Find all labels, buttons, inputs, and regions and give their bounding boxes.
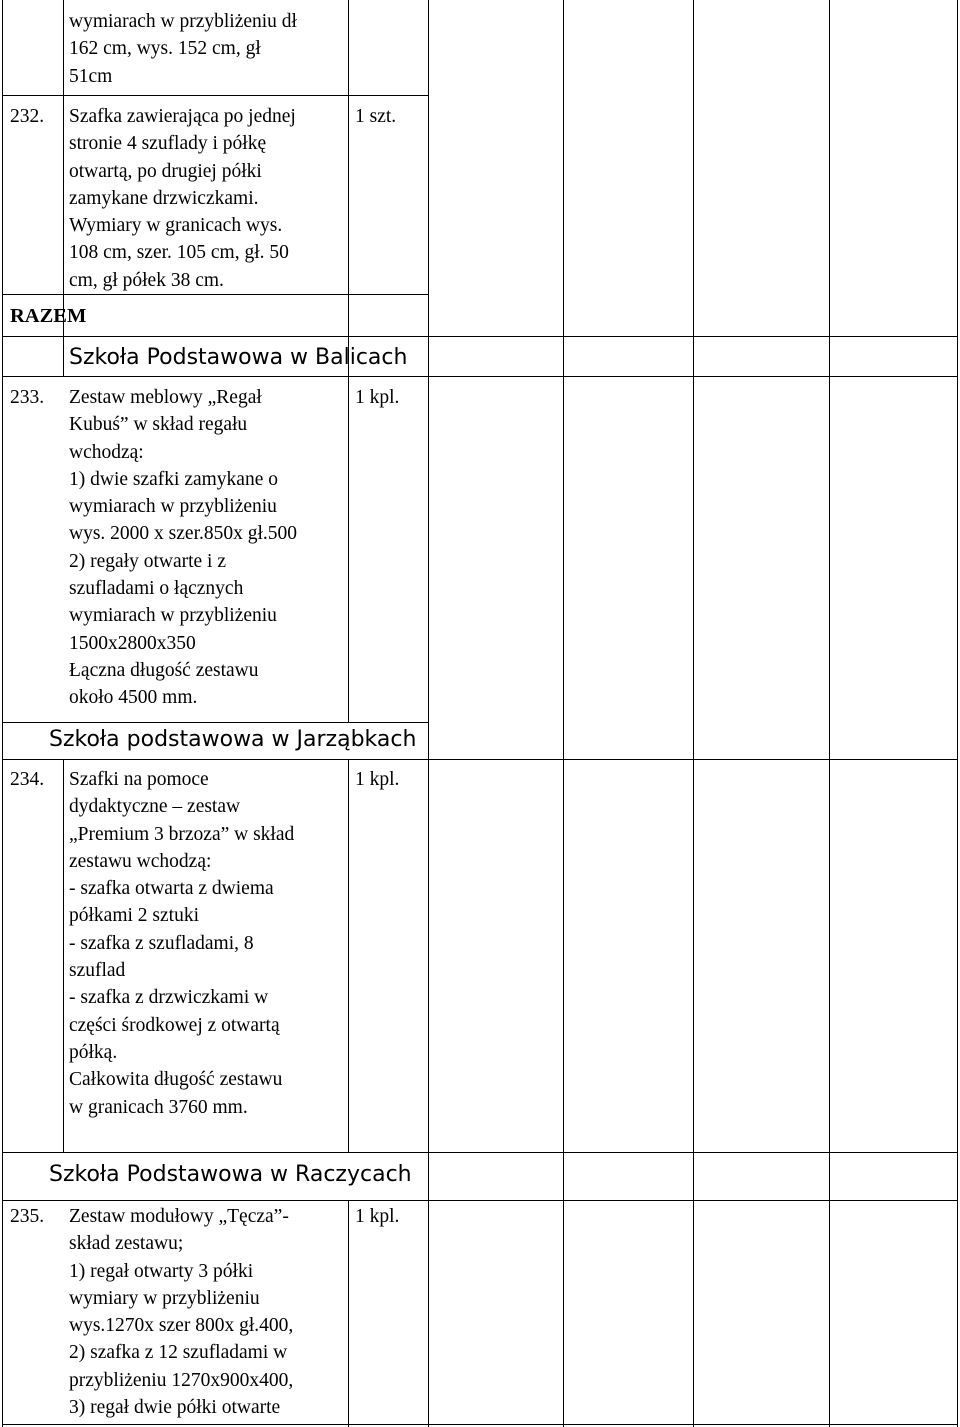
grid-line-col-7 <box>829 0 830 1427</box>
total-label: RAZEM <box>10 305 87 327</box>
grid-line-col-qty <box>348 759 349 1152</box>
item-232-number: 232. <box>10 106 45 127</box>
item-234-number: 234. <box>10 769 45 790</box>
grid-line-row <box>2 294 428 295</box>
grid-line-row <box>2 759 958 760</box>
section-heading-raczycach: Szkoła Podstawowa w Raczycach <box>49 1162 412 1187</box>
item-233-number: 233. <box>10 387 45 408</box>
grid-line-bottom <box>2 1424 958 1425</box>
grid-line-row <box>2 95 428 96</box>
grid-line-row <box>2 1200 958 1201</box>
section-heading-jarzabkach: Szkoła podstawowa w Jarząbkach <box>49 727 417 752</box>
grid-line-col-desc <box>63 759 64 1152</box>
section-heading-balicach: Szkoła Podstawowa w Balicach <box>69 345 408 370</box>
item-235-number: 235. <box>10 1206 45 1227</box>
item-231-description-continuation: wymiarach w przybliżeniu dł 162 cm, wys. 152 cm, gł 51cm <box>69 11 297 87</box>
grid-line-col-5 <box>563 0 564 1427</box>
item-234-quantity: 1 kpl. <box>355 769 400 790</box>
item-235-description: Zestaw modułowy „Tęcza”- skład zestawu; 1) regał otwarty 3 półki wymiary w przybliżeniu wys.1270x szer 800x gł.400, 2) szafka z 12 szufladami w przybliżeniu 1270x900x400, 3) regał dwie półki otwarte <box>69 1206 294 1419</box>
grid-line-col-6 <box>693 0 694 1427</box>
grid-line-col-price <box>428 0 429 1427</box>
grid-line-left <box>2 0 3 1427</box>
item-235-quantity: 1 kpl. <box>355 1206 400 1227</box>
item-233-quantity: 1 kpl. <box>355 387 400 408</box>
item-233-description: Zestaw meblowy „Regał Kubuś” w skład regału wchodzą: 1) dwie szafki zamykane o wymiarach w przybliżeniu wys. 2000 x szer.850x gł.500 2) regały otwarte i z szufladami o łącznych wymiarach w przybliżeniu 1500x2800x350 Łączna długość zestawu około 4500 mm. <box>69 387 298 709</box>
grid-line-row <box>2 722 428 723</box>
grid-line-row <box>2 336 958 337</box>
item-234-description: Szafki na pomoce dydaktyczne – zestaw „Premium 3 brzoza” w skład zestawu wchodzą: - szafka otwarta z dwiema półkami 2 sztuki - szafka z szufladami, 8 szuflad - szafka z drzwiczkami w części środkowej z otwartą półką. Całkowita długość zestawu w granicach 3760 mm. <box>69 769 295 1118</box>
grid-line-col-qty <box>348 1200 349 1427</box>
item-232-description: Szafka zawierająca po jednej stronie 4 szuflady i półkę otwartą, po drugiej półki zamykane drzwiczkami. Wymiary w granicach wys. 108 cm, szer. 105 cm, gł. 50 cm, gł półek 38 cm. <box>69 106 296 291</box>
grid-line-row <box>2 1152 958 1153</box>
grid-line-right <box>957 0 958 1427</box>
grid-line-row <box>2 376 958 377</box>
item-232-quantity: 1 szt. <box>355 106 397 127</box>
